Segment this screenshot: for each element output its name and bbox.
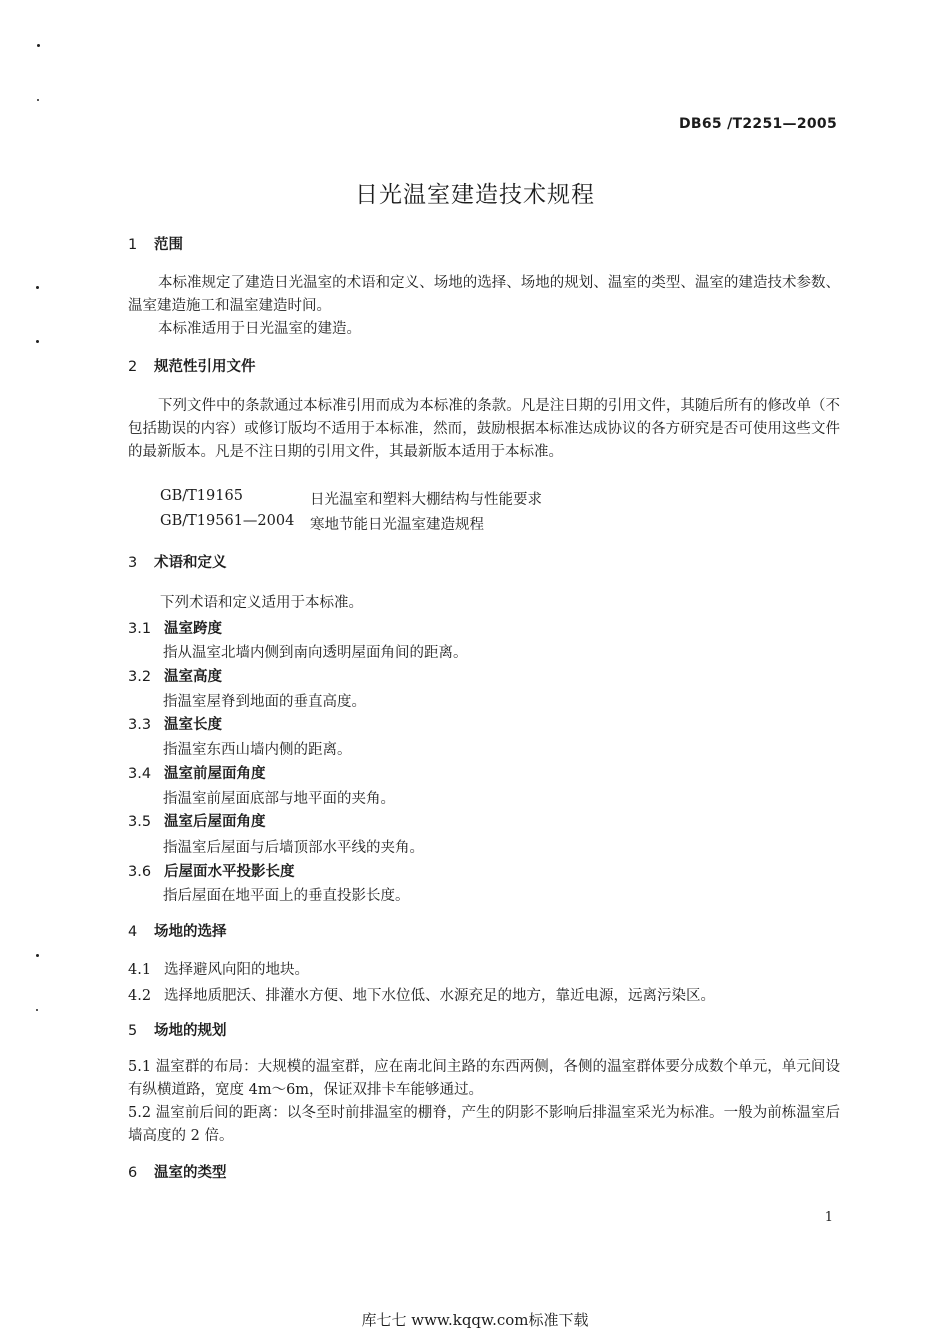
term-definition: 指后屋面在地平面上的垂直投影长度。 <box>163 888 410 904</box>
term-heading: 3.5 温室后屋面角度 <box>128 814 266 830</box>
section-4-heading: 4 场地的选择 <box>128 924 227 940</box>
scan-speck <box>36 340 39 343</box>
scan-speck <box>36 954 39 957</box>
section-3-intro: 下列术语和定义适用于本标准。 <box>160 595 363 611</box>
document-title: 日光温室建造技术规程 <box>355 182 595 208</box>
section-2-heading: 2 规范性引用文件 <box>128 359 256 375</box>
term-definition: 指温室东西山墙内侧的距离。 <box>163 742 352 758</box>
section-5-paragraph: 5.2 温室前后间的距离：以冬至时前排温室的棚脊，产生的阴影不影响后排温室采光为标准。一般为前栋温室后墙高度的 2 倍。 <box>128 1105 840 1144</box>
scan-speck <box>36 1009 38 1011</box>
section-1-paragraph: 本标准规定了建造日光温室的术语和定义、场地的选择、场地的规划、温室的类型、温室的建造技术参数、温室建造施工和温室建造时间。 <box>128 275 840 314</box>
section-3-heading: 3 术语和定义 <box>128 555 227 571</box>
term-heading: 3.3 温室长度 <box>128 717 222 733</box>
reference-code: GB/T19561—2004 <box>160 513 295 529</box>
term-heading: 3.2 温室高度 <box>128 669 222 685</box>
section-5-paragraph: 5.1 温室群的布局：大规模的温室群，应在南北间主路的东西两侧，各侧的温室群体要分成数个单元，单元间设有纵横道路，宽度 4m～6m，保证双排卡车能够通过。 <box>128 1059 840 1098</box>
list-item: 4.2 选择地质肥沃、排灌水方便、地下水位低、水源充足的地方，靠近电源，远离污染区。 <box>128 988 715 1004</box>
reference-title: 寒地节能日光温室建造规程 <box>310 517 484 533</box>
list-item: 4.1 选择避风向阳的地块。 <box>128 962 309 978</box>
term-heading: 3.6 后屋面水平投影长度 <box>128 864 295 880</box>
section-5-heading: 5 场地的规划 <box>128 1023 227 1039</box>
page-number: 1 <box>824 1210 833 1225</box>
term-heading: 3.1 温室跨度 <box>128 621 222 637</box>
scan-speck <box>37 44 40 47</box>
term-definition: 指从温室北墙内侧到南向透明屋面角间的距离。 <box>163 645 468 661</box>
term-definition: 指温室前屋面底部与地平面的夹角。 <box>163 791 395 807</box>
section-2-paragraph: 下列文件中的条款通过本标准引用而成为本标准的条款。凡是注日期的引用文件，其随后所有的修改单（不包括勘误的内容）或修订版均不适用于本标准，然而，鼓励根据本标准达成协议的各方研究是否可使用这些文件的最新版本。凡是不注日期的引用文件，其最新版本适用于本标准。 <box>128 398 840 460</box>
section-1-heading: 1 范围 <box>128 237 183 253</box>
reference-code: GB/T19165 <box>160 488 243 504</box>
term-heading: 3.4 温室前屋面角度 <box>128 766 266 782</box>
reference-title: 日光温室和塑料大棚结构与性能要求 <box>310 492 542 508</box>
scan-speck <box>37 99 39 101</box>
term-definition: 指温室后屋面与后墙顶部水平线的夹角。 <box>163 840 424 856</box>
term-definition: 指温室屋脊到地面的垂直高度。 <box>163 694 366 710</box>
standard-code: DB65 /T2251—2005 <box>678 116 837 132</box>
scan-speck <box>36 286 39 289</box>
section-6-heading: 6 温室的类型 <box>128 1165 227 1181</box>
section-1-paragraph: 本标准适用于日光温室的建造。 <box>158 321 361 337</box>
footer-watermark: 库七七 www.kqqw.com标准下载 <box>361 1311 589 1329</box>
